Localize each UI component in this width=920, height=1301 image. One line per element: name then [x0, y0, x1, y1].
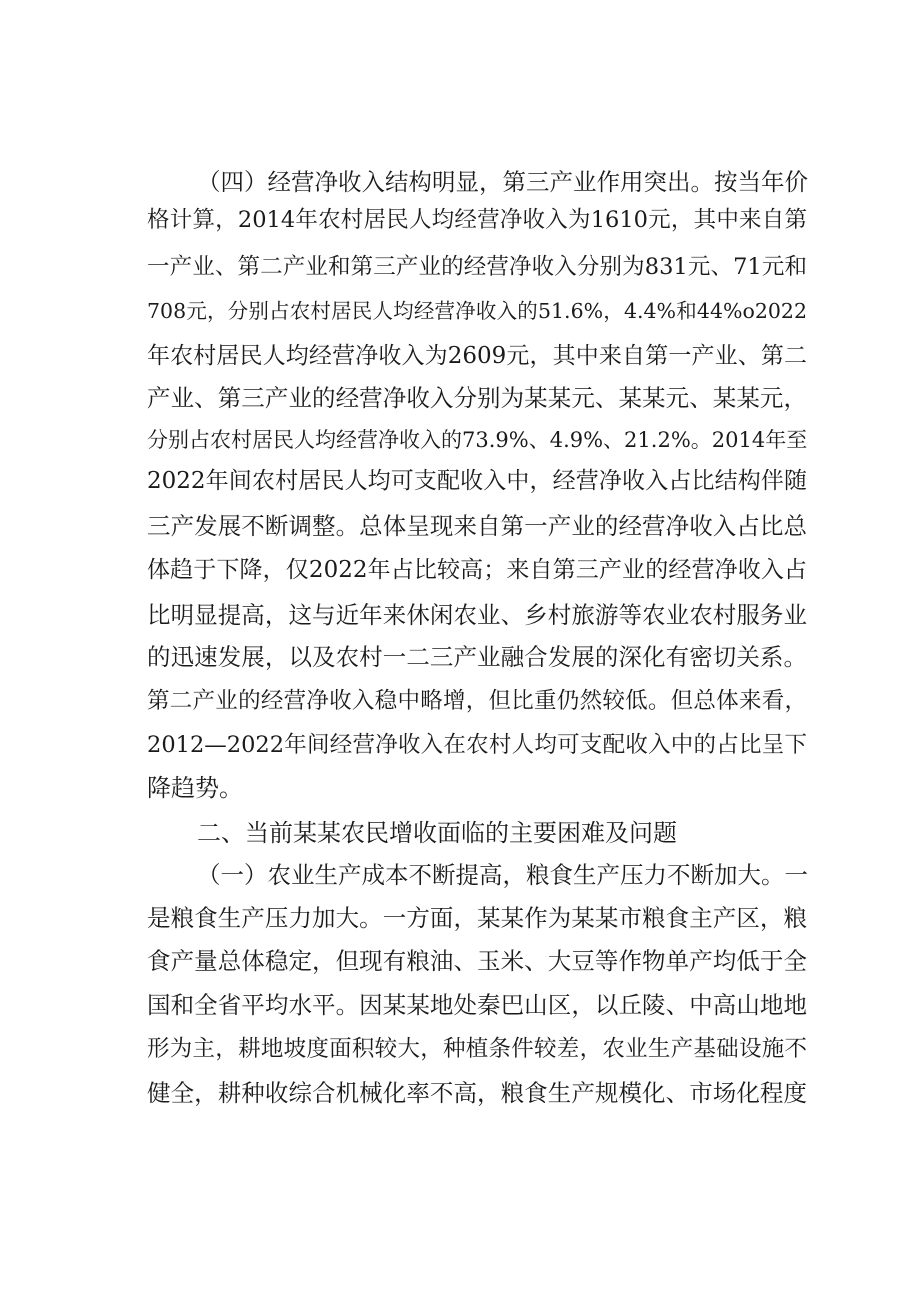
paragraph-line: 一产业、第二产业和第三产业的经营净收入分别为831元、71元和 — [147, 254, 807, 280]
paragraph-line: 体趋于下降，仅2022年占比较高；来自第三产业的经营净收入占 — [147, 557, 807, 583]
paragraph-line: 第二产业的经营净收入稳中略增，但比重仍然较低。但总体来看， — [147, 688, 807, 714]
paragraph-line: 的迅速发展，以及农村一二三产业融合发展的深化有密切关系。 — [147, 643, 807, 671]
paragraph-line: 708元，分别占农村居民人均经营净收入的51.6%，4.4%和44%o2022 — [147, 299, 807, 323]
paragraph-line: （一）农业生产成本不断提高，粮食生产压力不断加大。一 — [197, 861, 808, 889]
paragraph-line: 2022年间农村居民人均可支配收入中，经营净收入占比结构伴随 — [147, 468, 807, 494]
paragraph-line: 三产发展不断调整。总体呈现来自第一产业的经营净收入占比总 — [147, 512, 807, 540]
paragraph-line: 产业、第三产业的经营净收入分别为某某元、某某元、某某元， — [147, 384, 807, 412]
paragraph-line: 健全，耕种收综合机械化率不高，粮食生产规模化、市场化程度 — [147, 1079, 807, 1107]
paragraph-line: （四）经营净收入结构明显，第三产业作用突出。按当年价 — [197, 168, 808, 196]
paragraph-line: 国和全省平均水平。因某某地处秦巴山区，以丘陵、中高山地地 — [147, 991, 807, 1019]
paragraph-line: 年农村居民人均经营净收入为2609元，其中来自第一产业、第二 — [147, 343, 807, 369]
paragraph-line: 降趋势。 — [147, 774, 243, 802]
paragraph-line: 分别占农村居民人均经营净收入的73.9%、4.9%、21.2%。2014年至 — [147, 428, 808, 452]
paragraph-line: 食产量总体稳定，但现有粮油、玉米、大豆等作物单产均低于全 — [147, 947, 807, 975]
paragraph-line: 比明显提高，这与近年来休闲农业、乡村旅游等农业农村服务业 — [147, 601, 807, 629]
paragraph-line: 2012—2022年间经营净收入在农村人均可支配收入中的占比呈下 — [147, 732, 807, 758]
paragraph-line: 是粮食生产压力加大。一方面，某某作为某某市粮食主产区，粮 — [147, 904, 807, 932]
section-heading: 二、当前某某农民增收面临的主要困难及问题 — [197, 819, 677, 847]
paragraph-line: 形为主，耕地坡度面积较大，种植条件较差，农业生产基础设施不 — [147, 1036, 807, 1062]
paragraph-line: 格计算，2014年农村居民人均经营净收入为1610元，其中来自第 — [147, 207, 807, 233]
